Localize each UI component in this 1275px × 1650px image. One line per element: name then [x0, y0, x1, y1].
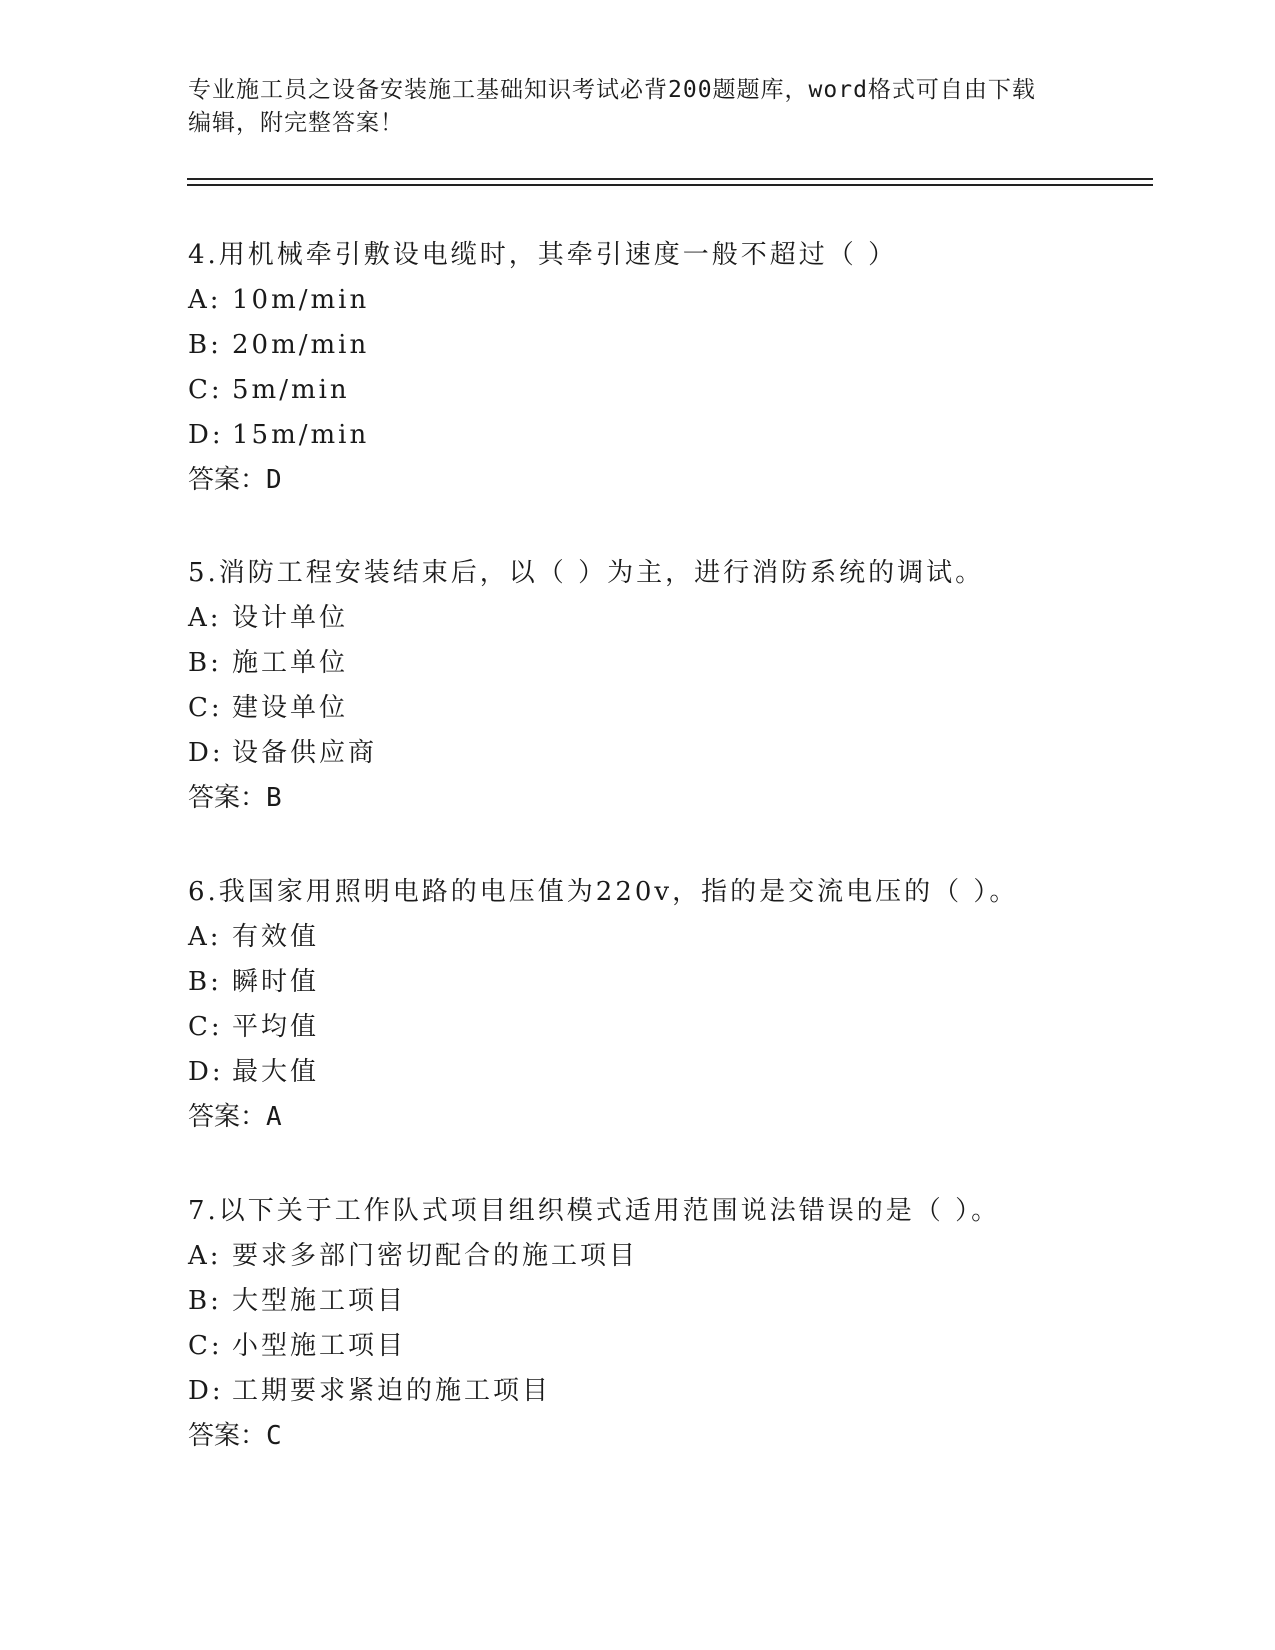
option-d: [188, 1376, 1188, 1421]
header-divider-bottom: [187, 184, 1153, 186]
option-d: [188, 738, 1188, 783]
header-line-2: 编辑，附完整答案！: [188, 110, 404, 136]
option-a: [188, 922, 1188, 967]
option-c: [188, 693, 1188, 738]
option-text: 设计单位: [232, 603, 349, 633]
option-a: [188, 285, 1188, 330]
option-key: C:: [188, 375, 223, 405]
answer-line: 答案：A: [188, 1102, 282, 1132]
option-key: A:: [188, 922, 222, 952]
option-text: 要求多部门密切配合的施工项目: [232, 1241, 639, 1271]
question-stem: 6.我国家用照明电路的电压值为220v，指的是交流电压的（ ）。: [188, 877, 1019, 907]
option-text: 10m/min: [232, 285, 370, 315]
question-6: [188, 877, 1188, 1147]
option-text: 施工单位: [232, 648, 349, 678]
option-key: A:: [188, 1241, 222, 1271]
option-b: [188, 648, 1188, 693]
option-key: D:: [188, 738, 224, 768]
option-text: 15m/min: [232, 420, 370, 450]
option-c: [188, 375, 1188, 420]
option-key: C:: [188, 693, 223, 723]
option-text: 工期要求紧迫的施工项目: [232, 1376, 552, 1406]
question-stem: 7.以下关于工作队式项目组织模式适用范围说法错误的是（ ）。: [188, 1196, 1001, 1226]
option-b: [188, 1286, 1188, 1331]
option-text: 有效值: [232, 922, 320, 952]
option-d: [188, 420, 1188, 465]
question-4: [188, 240, 1188, 510]
option-text: 最大值: [232, 1057, 320, 1087]
option-text: 平均值: [232, 1012, 320, 1042]
question-stem: 4.用机械牵引敷设电缆时，其牵引速度一般不超过（ ）: [188, 240, 898, 270]
option-key: B:: [188, 1286, 222, 1316]
option-text: 20m/min: [232, 330, 370, 360]
option-a: [188, 603, 1188, 648]
answer-line: 答案：B: [188, 783, 282, 813]
option-key: D:: [188, 1376, 224, 1406]
option-key: A:: [188, 603, 222, 633]
header-divider-top: [187, 178, 1153, 180]
option-c: [188, 1012, 1188, 1057]
question-stem: 5.消防工程安装结束后，以（ ）为主，进行消防系统的调试。: [188, 558, 985, 588]
option-text: 建设单位: [232, 693, 349, 723]
option-text: 5m/min: [232, 375, 350, 405]
question-5: [188, 558, 1188, 828]
option-key: A:: [188, 285, 222, 315]
option-b: [188, 967, 1188, 1012]
option-text: 瞬时值: [232, 967, 320, 997]
option-c: [188, 1331, 1188, 1376]
answer-line: 答案：D: [188, 465, 282, 495]
header-line-1: 专业施工员之设备安装施工基础知识考试必背200题题库，word格式可自由下载: [188, 77, 1036, 103]
option-b: [188, 330, 1188, 375]
option-key: B:: [188, 967, 222, 997]
option-a: [188, 1241, 1188, 1286]
option-text: 大型施工项目: [232, 1286, 407, 1316]
question-7: [188, 1196, 1188, 1466]
option-key: B:: [188, 648, 222, 678]
option-key: B:: [188, 330, 222, 360]
option-key: C:: [188, 1012, 223, 1042]
answer-line: 答案：C: [188, 1421, 282, 1451]
option-key: D:: [188, 1057, 224, 1087]
document-header: [188, 74, 1088, 140]
option-text: 小型施工项目: [232, 1331, 407, 1361]
option-key: C:: [188, 1331, 223, 1361]
option-key: D:: [188, 420, 224, 450]
option-d: [188, 1057, 1188, 1102]
option-text: 设备供应商: [232, 738, 378, 768]
